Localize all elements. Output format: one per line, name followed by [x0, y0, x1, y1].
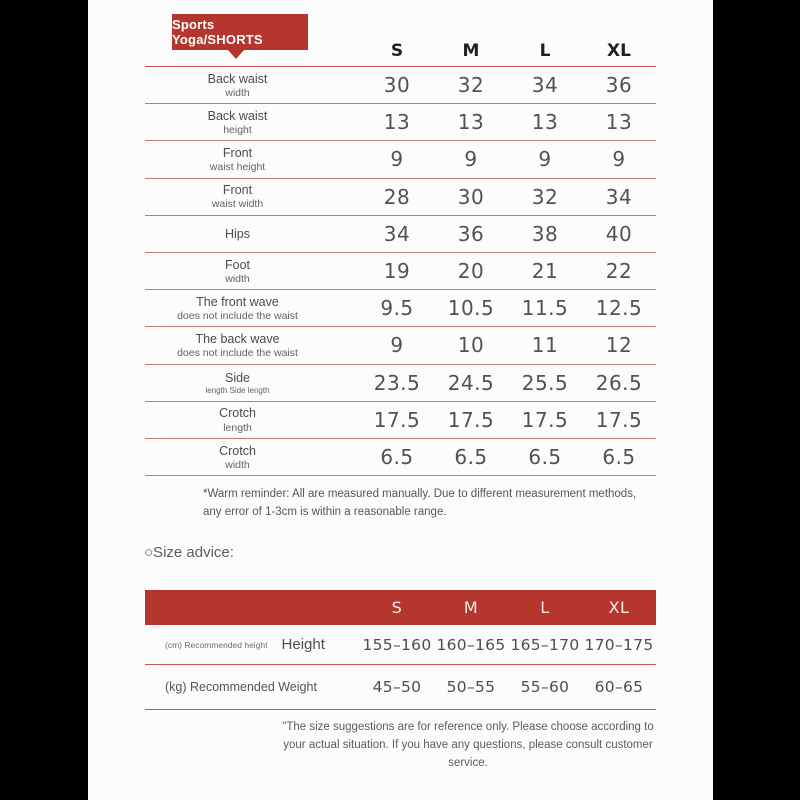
- cell-value: 24.5: [447, 370, 495, 395]
- row-label: Back waist: [207, 108, 268, 123]
- row-label: Foot: [224, 257, 250, 272]
- size-advice-heading: ○Size advice:: [144, 544, 234, 561]
- advice-size-s: S: [391, 598, 403, 617]
- cell-value: 13: [457, 110, 485, 135]
- advice-size-l: L: [540, 598, 550, 617]
- advice-size-xl: XL: [608, 598, 630, 617]
- table-row: [145, 365, 656, 402]
- cell-value: 17.5: [373, 407, 421, 432]
- table-row: [145, 327, 656, 364]
- cell-value: 60–65: [594, 678, 644, 696]
- height-label: Height: [281, 636, 325, 653]
- measurement-rows: [145, 66, 656, 476]
- row-sublabel: waist width: [211, 198, 264, 211]
- row-label: Hips: [224, 226, 250, 241]
- cell-value: 170–175: [584, 635, 654, 654]
- row-sublabel: does not include the waist: [177, 347, 298, 360]
- size-header-row: [145, 36, 656, 66]
- right-pillarbox-bar: [713, 0, 800, 800]
- advice-header-bar: [145, 590, 656, 625]
- size-header-xl: XL: [607, 41, 631, 61]
- table-row: [145, 290, 656, 327]
- cell-value: 38: [531, 221, 559, 246]
- cell-value: 12: [605, 333, 633, 358]
- cell-value: 50–55: [446, 678, 496, 696]
- table-row: [145, 141, 656, 178]
- size-header-s: S: [390, 41, 404, 61]
- cell-value: 30: [457, 184, 485, 209]
- cell-value: 9: [390, 333, 404, 358]
- cell-value: 23.5: [373, 370, 421, 395]
- cell-value: 160–165: [436, 635, 506, 654]
- cell-value: 45–50: [372, 678, 422, 696]
- row-sublabel: length: [223, 421, 252, 434]
- cell-value: 26.5: [595, 370, 643, 395]
- row-sublabel: does not include the waist: [177, 310, 298, 323]
- warm-reminder-note: *Warm reminder: All are measured manually. Due to different measurement methods, any error of 1-3cm is within a reasonable range.: [203, 488, 637, 518]
- table-row: [145, 439, 656, 476]
- size-header-l: L: [539, 41, 551, 61]
- cell-value: 165–170: [510, 635, 580, 654]
- row-label: Front: [222, 183, 253, 198]
- cell-value: 6.5: [454, 444, 488, 469]
- cell-value: 19: [383, 259, 411, 284]
- table-row: [145, 253, 656, 290]
- cell-value: 12.5: [595, 296, 643, 321]
- cell-value: 13: [383, 110, 411, 135]
- cell-value: 25.5: [521, 370, 569, 395]
- cell-value: 9: [538, 147, 552, 172]
- row-label: Front: [222, 146, 253, 161]
- cell-value: 34: [605, 184, 633, 209]
- cell-value: 6.5: [602, 444, 636, 469]
- row-sublabel: height: [223, 124, 252, 137]
- cell-value: 10.5: [447, 296, 495, 321]
- row-sublabel: waist height: [209, 161, 266, 174]
- cell-value: 9.5: [380, 296, 414, 321]
- row-label: The back wave: [195, 331, 280, 346]
- cell-value: 36: [605, 73, 633, 98]
- cell-value: 9: [464, 147, 478, 172]
- advice-size-m: M: [463, 598, 479, 617]
- recommended-height-row: [145, 625, 656, 665]
- cell-value: 28: [383, 184, 411, 209]
- cell-value: 32: [531, 184, 559, 209]
- row-sublabel: width: [225, 86, 250, 99]
- cell-value: 11.5: [521, 296, 569, 321]
- row-label: Crotch: [219, 443, 256, 458]
- product-title-tab: Sports Yoga/SHORTS: [172, 14, 308, 50]
- row-label: The front wave: [196, 294, 279, 309]
- cell-value: 30: [383, 73, 411, 98]
- table-row: [145, 104, 656, 141]
- recommended-weight-row: [145, 665, 656, 710]
- cell-value: 34: [383, 221, 411, 246]
- cell-value: 155–160: [362, 635, 432, 654]
- cell-value: 6.5: [528, 444, 562, 469]
- height-unit-label: (cm) Recommended height: [165, 639, 268, 650]
- row-sublabel: length Side length: [205, 385, 270, 395]
- table-row: [145, 179, 656, 216]
- cell-value: 20: [457, 259, 485, 284]
- cell-value: 17.5: [595, 407, 643, 432]
- row-label: Side: [224, 370, 251, 385]
- cell-value: 34: [531, 73, 559, 98]
- row-sublabel: width: [225, 458, 250, 471]
- row-label: Back waist: [207, 71, 268, 86]
- size-advice-note: "The size suggestions are for reference only. Please choose according to your actual situation. If you have any questions, please consult customer service.: [282, 721, 654, 769]
- table-row: [145, 402, 656, 439]
- row-sublabel: width: [225, 272, 250, 285]
- row-label: Crotch: [219, 406, 256, 421]
- size-header-m: M: [462, 41, 480, 61]
- cell-value: 13: [531, 110, 559, 135]
- measurement-table: [145, 36, 656, 476]
- cell-value: 13: [605, 110, 633, 135]
- cell-value: 9: [612, 147, 626, 172]
- cell-value: 55–60: [520, 678, 570, 696]
- cell-value: 10: [457, 333, 485, 358]
- cell-value: 17.5: [447, 407, 495, 432]
- cell-value: 32: [457, 73, 485, 98]
- cell-value: 6.5: [380, 444, 414, 469]
- cell-value: 21: [531, 259, 559, 284]
- cell-value: 22: [605, 259, 633, 284]
- table-row: [145, 216, 656, 253]
- cell-value: 40: [605, 221, 633, 246]
- weight-label: (kg) Recommended Weight: [165, 680, 317, 694]
- cell-value: 36: [457, 221, 485, 246]
- cell-value: 9: [390, 147, 404, 172]
- left-pillarbox-bar: [0, 0, 88, 800]
- table-row: [145, 67, 656, 104]
- cell-value: 17.5: [521, 407, 569, 432]
- cell-value: 11: [531, 333, 559, 358]
- size-advice-table: [145, 590, 656, 710]
